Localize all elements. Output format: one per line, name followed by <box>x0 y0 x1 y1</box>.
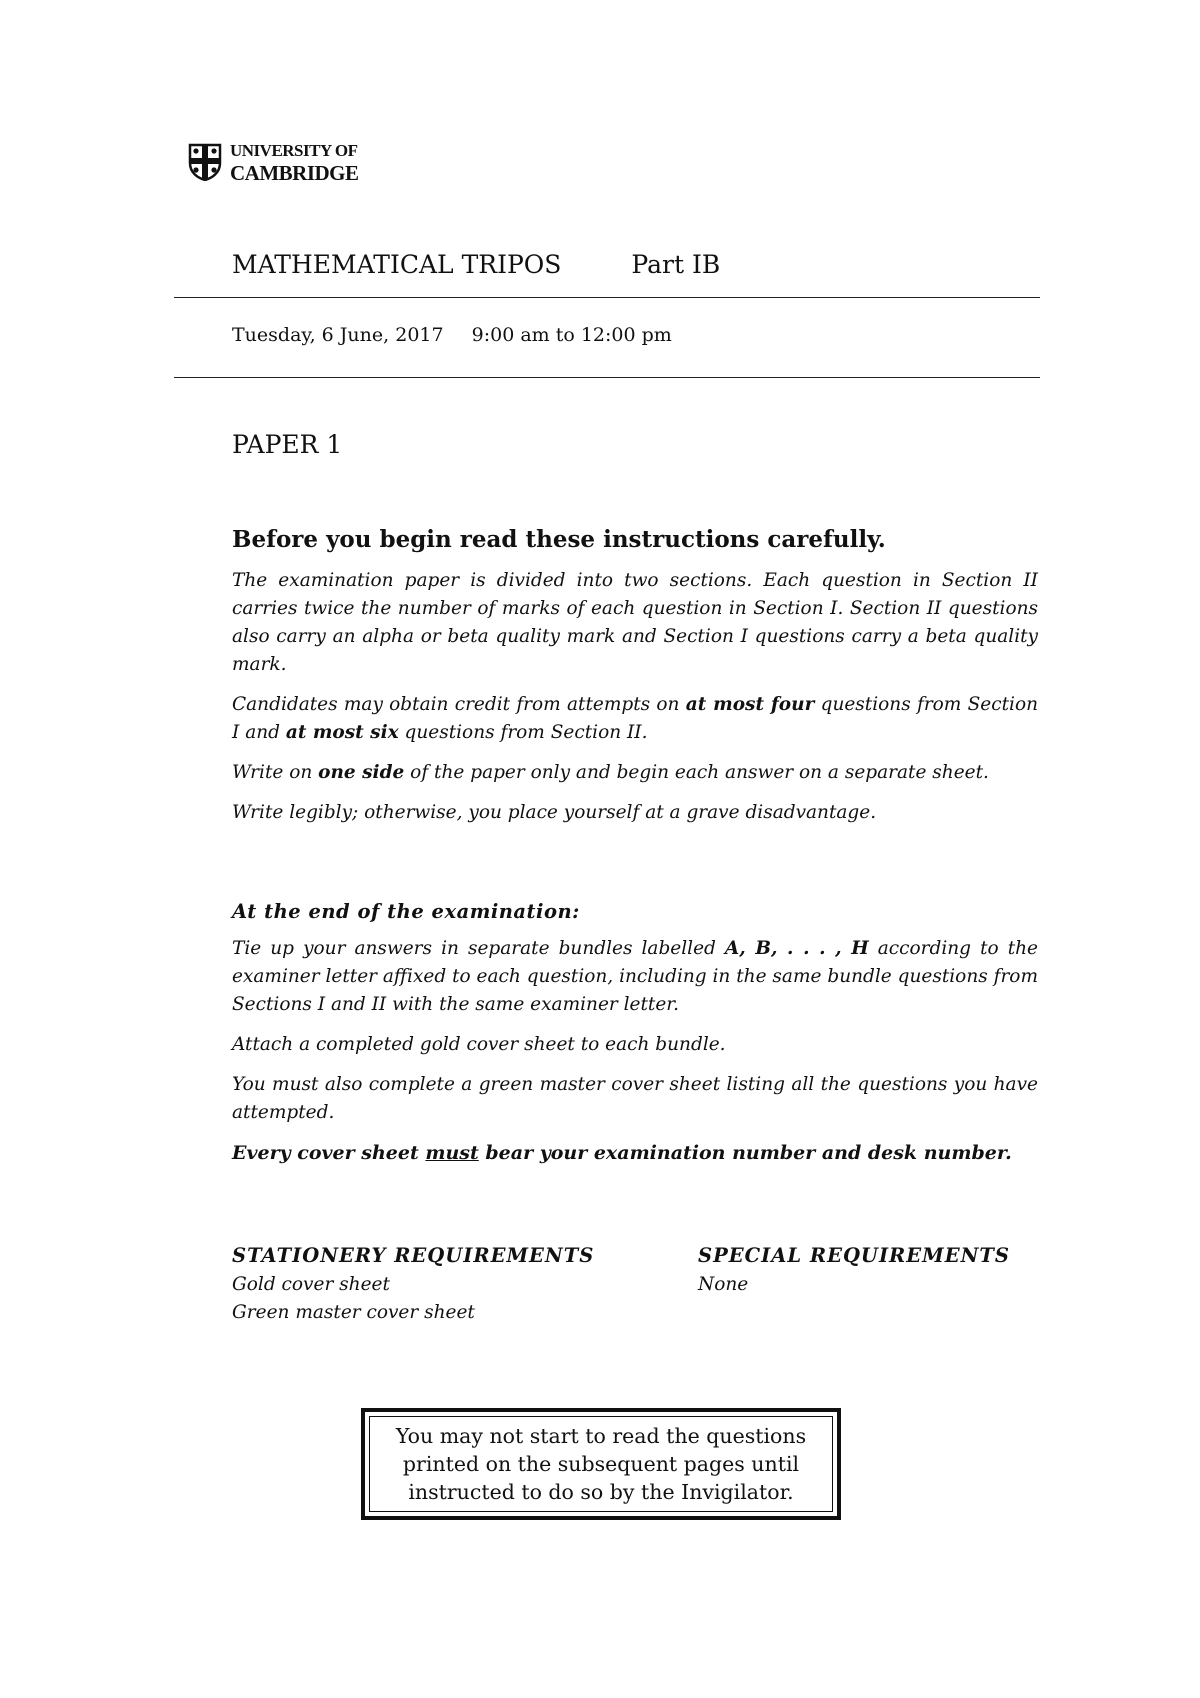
exam-title <box>232 250 720 279</box>
end-gold-cover-paragraph: Attach a completed gold cover sheet to each bundle. <box>232 1034 726 1055</box>
notice-line: instructed to do so by the Invigilator. <box>408 1480 794 1504</box>
special-item: None <box>698 1274 749 1295</box>
end-of-exam-section <box>232 900 1038 1179</box>
end-bundles-paragraph: Tie up your answers in separate bundles labelled A, B, . . . , H according to the examiner letter affixed to each question, including in the same bundle questions from Sections I and II with the same examiner letter. <box>232 938 1038 1015</box>
tripos-part: Part IB <box>631 250 721 279</box>
exam-date-time <box>232 324 672 346</box>
tripos-title: MATHEMATICAL TRIPOS <box>232 250 562 279</box>
logo-line-cambridge: CAMBRIDGE <box>230 161 359 185</box>
divider-bottom <box>174 377 1040 378</box>
stationery-requirements <box>232 1244 594 1327</box>
instructions-legibly-paragraph: Write legibly; otherwise, you place yourself at a grave disadvantage. <box>232 802 877 823</box>
special-requirements <box>698 1244 1010 1299</box>
end-cover-sheet-paragraph: Every cover sheet must bear your examination number and desk number. <box>232 1142 1012 1164</box>
notice-line: printed on the subsequent pages until <box>402 1452 800 1476</box>
stationery-heading: STATIONERY REQUIREMENTS <box>232 1244 595 1267</box>
exam-date: Tuesday, 6 June, 2017 <box>232 324 444 346</box>
special-heading: SPECIAL REQUIREMENTS <box>698 1244 1010 1267</box>
exam-time: 9:00 am to 12:00 pm <box>471 324 672 346</box>
logo-line-university: UNIVERSITY OF <box>230 141 358 160</box>
instructions-credit-paragraph: Candidates may obtain credit from attempts on at most four questions from Section I and at most six questions from Section II. <box>232 694 1038 743</box>
university-logo <box>188 140 359 184</box>
notice-line: You may not start to read the questions <box>395 1424 807 1448</box>
end-of-exam-heading: At the end of the examination: <box>232 900 580 923</box>
instructions-sections-paragraph: The examination paper is divided into two sections. Each question in Section II carries twice the number of marks of each question in Section I. Section II questions also carry an alpha or beta quality mark and Section I questions carry a beta quality mark. <box>232 570 1038 675</box>
stationery-item: Gold cover sheet <box>232 1274 390 1295</box>
paper-number: PAPER 1 <box>232 430 343 459</box>
instructions-one-side-paragraph: Write on one side of the paper only and begin each answer on a separate sheet. <box>232 762 989 783</box>
invigilator-notice-box <box>361 1408 841 1520</box>
university-crest-icon <box>188 143 222 181</box>
instructions-section <box>232 526 1038 839</box>
divider-top <box>174 297 1040 298</box>
stationery-item: Green master cover sheet <box>232 1302 475 1323</box>
end-green-cover-paragraph: You must also complete a green master cover sheet listing all the questions you have attempted. <box>232 1074 1038 1123</box>
instructions-heading: Before you begin read these instructions carefully. <box>232 526 886 553</box>
